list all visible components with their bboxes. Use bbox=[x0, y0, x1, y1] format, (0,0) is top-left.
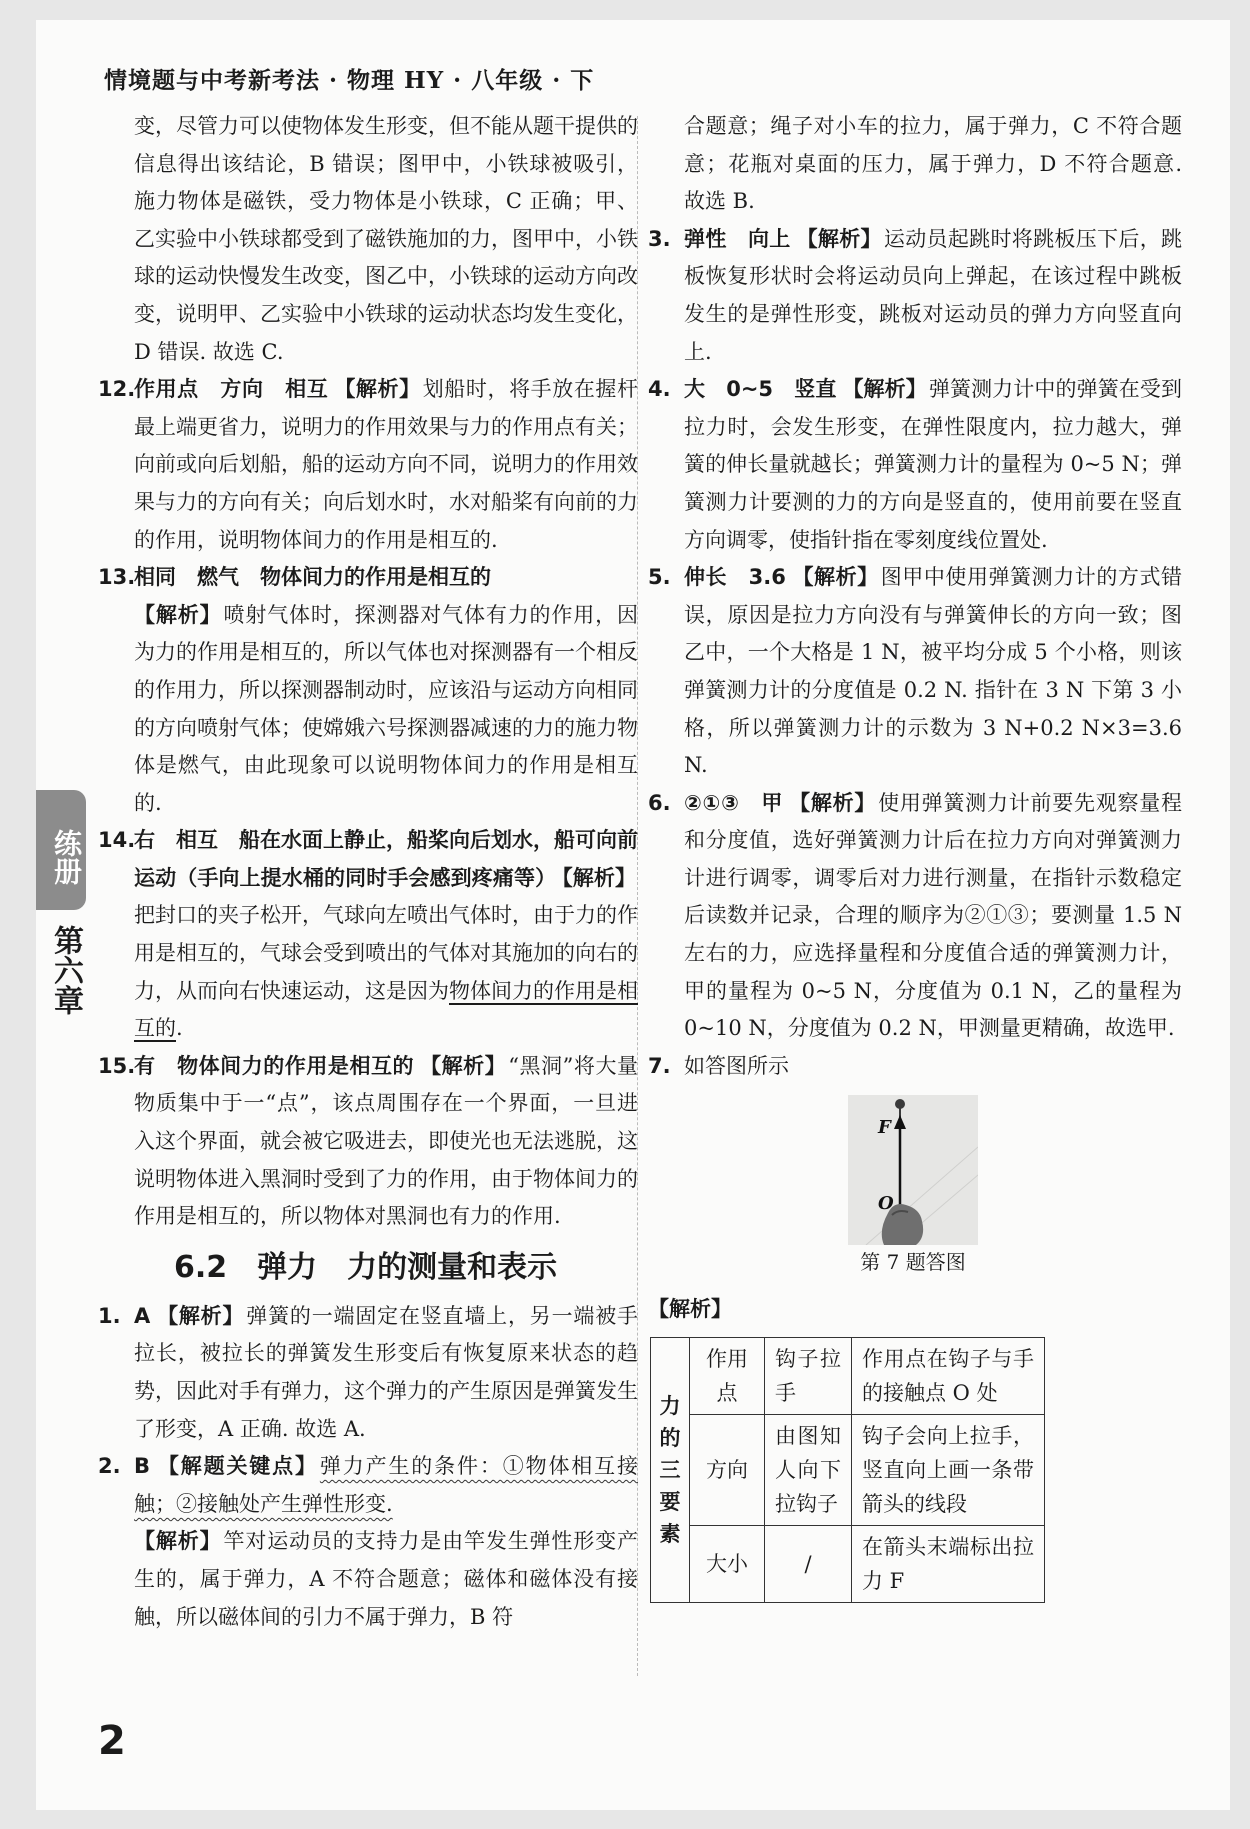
analysis-tag: 【解析】 bbox=[334, 377, 421, 402]
right-column bbox=[644, 108, 1182, 1603]
force-label-f: F bbox=[878, 1117, 891, 1139]
section-answer-5 bbox=[644, 559, 1182, 785]
section-answer-4 bbox=[644, 371, 1182, 559]
answer-15 bbox=[94, 1048, 638, 1236]
analysis-text: 竿对运动员的支持力是由竿发生弹性形变产生的，属于弹力，A 不符合题意；磁体和磁体没有接触，所以磁体间的引力不属于弹力，B 符 bbox=[134, 1529, 639, 1629]
table-cell-drawing: 作用点在钩子与手的接触点 O 处 bbox=[852, 1338, 1045, 1415]
answer-number: 5. bbox=[648, 565, 671, 590]
section-answer-1 bbox=[94, 1298, 638, 1448]
answer-key: 有 物体间力的作用是相互的 bbox=[134, 1053, 415, 1078]
answer-number: 12. bbox=[98, 377, 136, 402]
section-answer-2 bbox=[94, 1448, 638, 1636]
answer-number: 7. bbox=[648, 1053, 671, 1078]
hook-top bbox=[895, 1099, 905, 1109]
answer-12 bbox=[94, 371, 638, 559]
answer-key: 大 0~5 竖直 bbox=[684, 377, 837, 402]
section-answer-7 bbox=[644, 1048, 1182, 1086]
analysis-tag: 【解析】 bbox=[791, 565, 879, 590]
table-cell-element: 作用点 bbox=[690, 1338, 765, 1415]
answer-key: A bbox=[134, 1303, 151, 1328]
answer-key: 伸长 3.6 bbox=[684, 565, 786, 590]
analysis-tag: 【解析】 bbox=[796, 226, 882, 251]
table-cell-element: 方向 bbox=[690, 1415, 765, 1526]
answer-page bbox=[36, 20, 1230, 1810]
answer-key: 作用点 方向 相互 bbox=[134, 377, 329, 402]
answer-number: 13. bbox=[98, 565, 136, 590]
left-column bbox=[94, 108, 638, 1636]
answer-number: 14. bbox=[98, 828, 136, 853]
table-row bbox=[651, 1526, 1045, 1603]
section-title: 6.2 弹力 力的测量和表示 bbox=[174, 1249, 558, 1285]
answer-number: 1. bbox=[98, 1303, 121, 1328]
group-char: 的 bbox=[659, 1425, 681, 1451]
answer-key: 弹性 向上 bbox=[684, 226, 791, 251]
table-row bbox=[651, 1338, 1045, 1415]
answer-key: 相同 燃气 物体间力的作用是相互的 bbox=[134, 565, 491, 590]
analysis-text: 把封口的夹子松开，气球向左喷出气体时，由于力的作用是相互的，气球会受到喷出的气体对其施加的向右的力，从而向右快速运动，这是因为 bbox=[134, 903, 638, 1003]
running-header: 情境题与中考新考法 · 物理 HY · 八年级 · 下 bbox=[104, 67, 595, 94]
answer-key: B bbox=[134, 1454, 151, 1479]
group-char: 力 bbox=[659, 1393, 681, 1419]
analysis-tag: 【解析】 bbox=[134, 1529, 222, 1554]
answer-number: 6. bbox=[648, 790, 671, 815]
answer-2-continuation: 合题意；绳子对小车的拉力，属于弹力，C 不符合题意；花瓶对桌面的压力，属于弹力，D 不符合题意. 故选 B. bbox=[684, 114, 1182, 214]
analysis-tag: 【解析】 bbox=[789, 790, 877, 815]
answer-key: 右 相互 船在水面上静止，船桨向后划水，船可向前运动（手向上提水桶的同时手会感到疼痛等） bbox=[134, 828, 638, 890]
analysis-text: 图甲中使用弹簧测力计的方式错误，原因是拉力方向没有与弹簧伸长的方向一致；图乙中，一个大格是 1 N，被平均分成 5 个小格，则该弹簧测力计的分度值是 0.2 N. 指针在 3 N 下第 3 小格，所以弹簧测力计的示数为 3 N+0.2 N×3=3.6 N. bbox=[684, 565, 1183, 778]
answer-13 bbox=[94, 559, 638, 822]
analysis-text: 运动员起跳时将跳板压下后，跳板恢复形状时会将运动员向上弹起，在该过程中跳板发生的是弹性形变，跳板对运动员的弹力方向竖直向上. bbox=[684, 226, 1183, 364]
analysis-text: 喷射气体时，探测器对气体有力的作用，因为力的作用是相互的，所以气体也对探测器有一个相反的作用力，所以探测器制动时，应该沿与运动方向相同的方向喷射气体；使嫦娥六号探测器减速的力的施力物体是燃气，由此现象可以说明物体间力的作用是相互的. bbox=[134, 602, 639, 815]
section-answer-6 bbox=[644, 785, 1182, 1048]
force-diagram bbox=[848, 1095, 978, 1245]
table-cell-element: 大小 bbox=[690, 1526, 765, 1603]
group-char: 要 bbox=[659, 1489, 681, 1515]
table-cell-observation: / bbox=[765, 1526, 852, 1603]
analysis-text-end: . bbox=[176, 1016, 183, 1041]
analysis-text: 弹簧测力计中的弹簧在受到拉力时，会发生形变，在弹性限度内，拉力越大，弹簧的伸长量就越长；弹簧测力计的量程为 0~5 N；弹簧测力计要测的力的方向是竖直的，使用前要在竖直方向调零，使指针指在零刻度线位置处. bbox=[684, 377, 1183, 552]
table-cell-observation: 钩子拉手 bbox=[765, 1338, 852, 1415]
analysis-tag: 【解析】 bbox=[156, 1303, 245, 1328]
analysis-tag: 【解析】 bbox=[420, 1053, 507, 1078]
analysis-text: 使用弹簧测力计前要先观察量程和分度值，选好弹簧测力计后在拉力方向对弹簧测力计进行调零，调零后对力进行测量，在指针示数稳定后读数并记录，合理的顺序为②①③；要测量 1.5 N 左右的力，应选择量程和分度值合适的弹簧测力计，甲的量程为 0~5 N，分度值为 0.1 N，乙的量程为 0~10 N，分度值为 0.2 N，甲测量更精确，故选甲. bbox=[684, 790, 1183, 1041]
analysis-text: “黑洞”将大量物质集中于一“点”，该点周围存在一个界面，一旦进入这个界面，就会被它吸进去，即使光也无法逃脱，这说明物体进入黑洞时受到了力的作用，由于物体间力的作用是相互的，所以物体对黑洞也有力的作用. bbox=[134, 1053, 639, 1229]
analysis-tag: 【解析】 bbox=[562, 865, 637, 890]
answer-number: 3. bbox=[648, 226, 671, 251]
answer-text: 如答图所示 bbox=[684, 1053, 789, 1078]
answer-number: 15. bbox=[98, 1053, 136, 1078]
analysis-tag: 【解析】 bbox=[134, 602, 222, 627]
answer-11-continuation: 变，尽管力可以使物体发生形变，但不能从题干提供的信息得出该结论，B 错误；图甲中，小铁球被吸引，施力物体是磁铁，受力物体是小铁球，C 正确；甲、乙实验中小铁球都受到了磁铁施加的力，图甲中，小铁球的运动快慢发生改变，图乙中，小铁球的运动方向改变，说明甲、乙实验中小铁球的运动状态均发生变化，D 错误. 故选 C. bbox=[134, 114, 638, 364]
key-point-tag: 【解题关键点】 bbox=[156, 1454, 318, 1479]
row-group-label bbox=[651, 1338, 690, 1603]
analysis-text: 弹簧的一端固定在竖直墙上，另一端被手拉长，被拉长的弹簧发生形变后有恢复原来状态的趋势，因此对手有弹力，这个弹力的产生原因是弹簧发生了形变，A 正确. 故选 A. bbox=[134, 1303, 638, 1441]
section-answer-3 bbox=[644, 221, 1182, 371]
chapter-label: 第六章 bbox=[48, 925, 83, 1015]
analysis-tag: 【解析】 bbox=[842, 377, 927, 402]
analysis-text: 划船时，将手放在握杆最上端更省力，说明力的作用效果与力的作用点有关；向前或向后划船，船的运动方向不同，说明力的作用效果与力的方向有关；向后划水时，水对船桨有向前的力的作用，说明物体间力的作用是相互的. bbox=[134, 377, 639, 552]
table-cell-drawing: 在箭头末端标出拉力 F bbox=[852, 1526, 1045, 1603]
three-elements-table bbox=[650, 1337, 1045, 1603]
figure-caption: 第 7 题答图 bbox=[860, 1250, 966, 1275]
answer-key: ②①③ 甲 bbox=[684, 790, 784, 815]
analysis-tag: 【解析】 bbox=[648, 1297, 732, 1322]
underlined-conclusion: 物体间力的作用是相互的 bbox=[134, 978, 638, 1041]
page-number: 2 bbox=[98, 1718, 126, 1764]
answer-figure-7 bbox=[644, 1095, 1182, 1277]
answer-14 bbox=[94, 822, 638, 1048]
table-cell-observation: 由图知人向下拉钩子 bbox=[765, 1415, 852, 1526]
practice-book-tab: 练册 bbox=[36, 790, 86, 910]
group-char: 素 bbox=[659, 1521, 681, 1547]
table-row bbox=[651, 1415, 1045, 1526]
group-char: 三 bbox=[659, 1457, 681, 1483]
answer-number: 2. bbox=[98, 1454, 121, 1479]
answer-number: 4. bbox=[648, 377, 671, 402]
point-label-o: O bbox=[878, 1193, 894, 1215]
table-cell-drawing: 钩子会向上拉手，竖直向上画一条带箭头的线段 bbox=[852, 1415, 1045, 1526]
key-point-text: 弹力产生的条件：①物体相互接触；②接触处产生弹性形变. bbox=[134, 1454, 639, 1516]
